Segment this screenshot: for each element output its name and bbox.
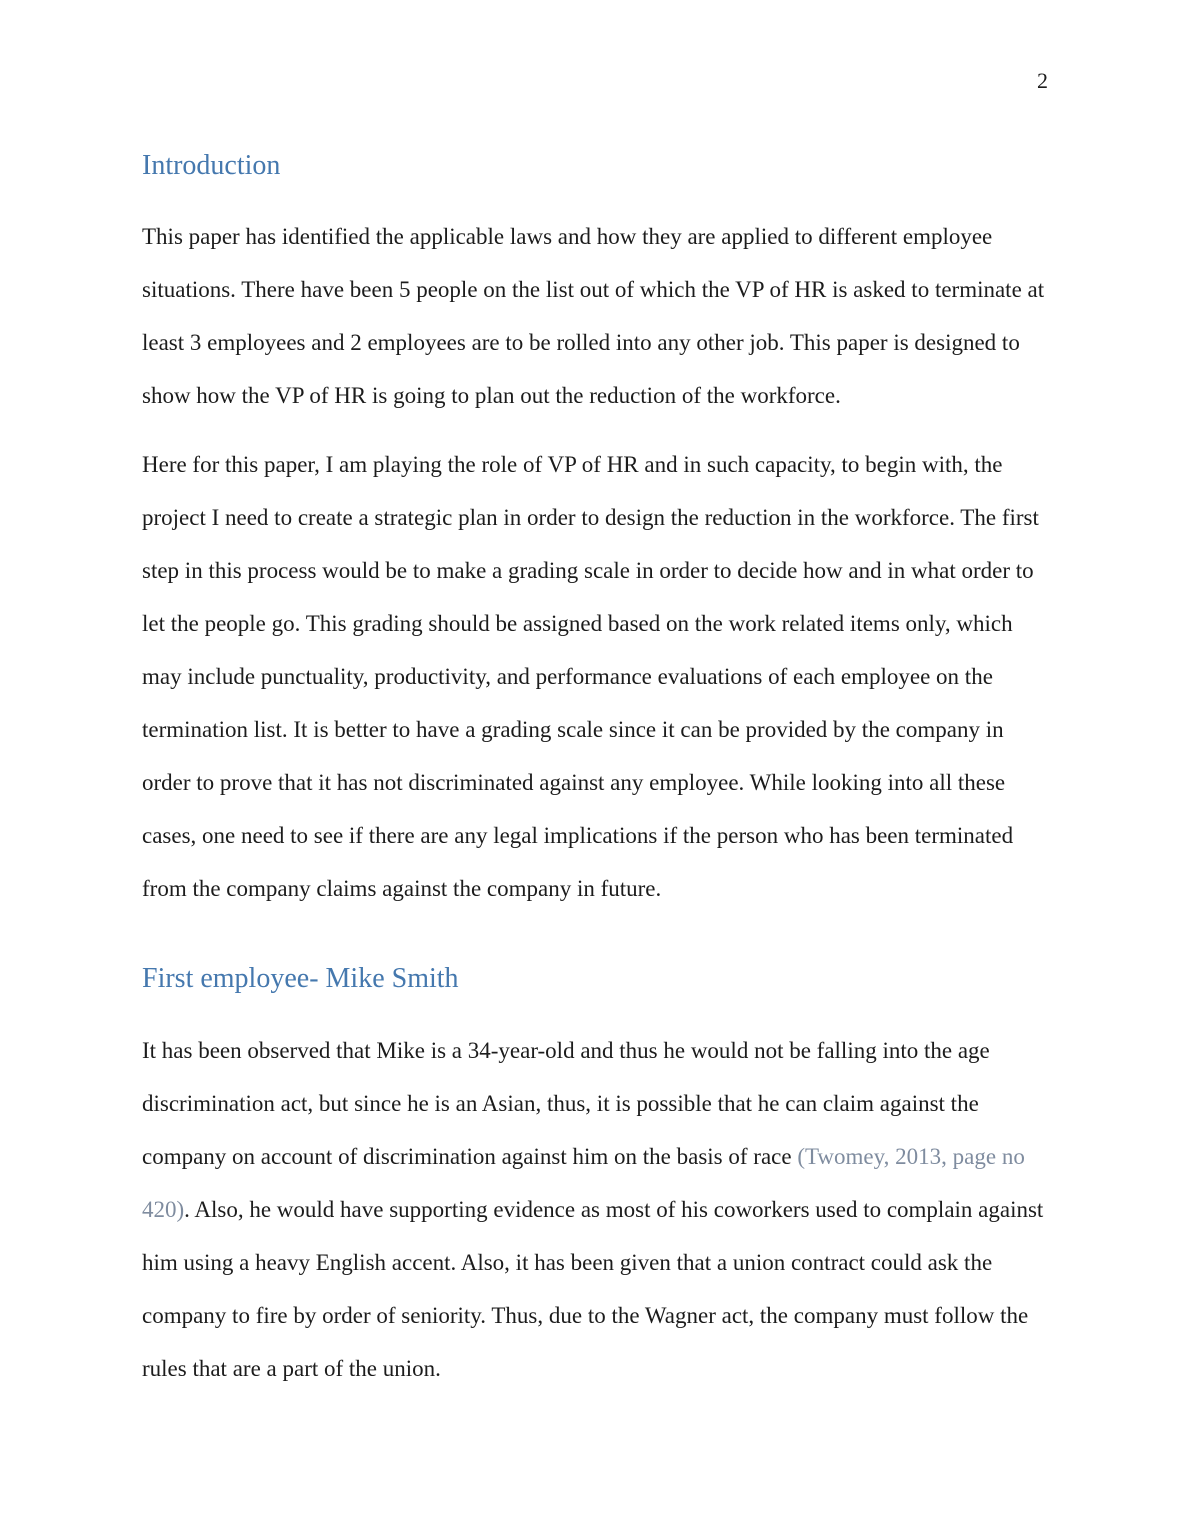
citation-twomey-2013: (Twomey, 2013, page no 420): [142, 1143, 1025, 1222]
heading-first-employee: First employee- Mike Smith: [142, 963, 459, 995]
intro-paragraph-1: This paper has identified the applicable laws and how they are applied to different employee situations. There have been 5 people on the list out of which the VP of HR is asked to terminate at least 3 employees and 2 employees are to be rolled into any other job. This paper is designed to show how the VP of HR is going to plan out the reduction of the workforce.: [142, 224, 1045, 409]
paragraph-text-before-citation: It has been observed that Mike is a 34-year-old and thus he would not be falling into the age discrimination act, but since he is an Asian, thus, it is possible that he can claim against the company on account of discrimination against him on the basis of race: [142, 1037, 990, 1169]
paragraph-text-after-citation: . Also, he would have supporting evidence as most of his coworkers used to complain against him using a heavy English accent. Also, it has been given that a union contract could ask the company to fire by order of seniority. Thus, due to the Wagner act, the company must follow the rules that are a part of the union.: [142, 1196, 1044, 1381]
heading-introduction: Introduction: [142, 150, 281, 181]
intro-paragraph-2: Here for this paper, I am playing the role of VP of HR and in such capacity, to begin with, the project I need to create a strategic plan in order to design the reduction in the workforce. The first step in this process would be to make a grading scale in order to decide how and in what order to let the people go. This grading should be assigned based on the work related items only, which may include punctuality, productivity, and performance evaluations of each employee on the termination list. It is better to have a grading scale since it can be provided by the company in order to prove that it has not discriminated against any employee. While looking into all these cases, one need to see if there are any legal implications if the person who has been terminated from the company claims against the company in future.: [142, 452, 1039, 902]
page-number: 2: [1037, 68, 1048, 93]
employee1-paragraph: [142, 1024, 1048, 1395]
